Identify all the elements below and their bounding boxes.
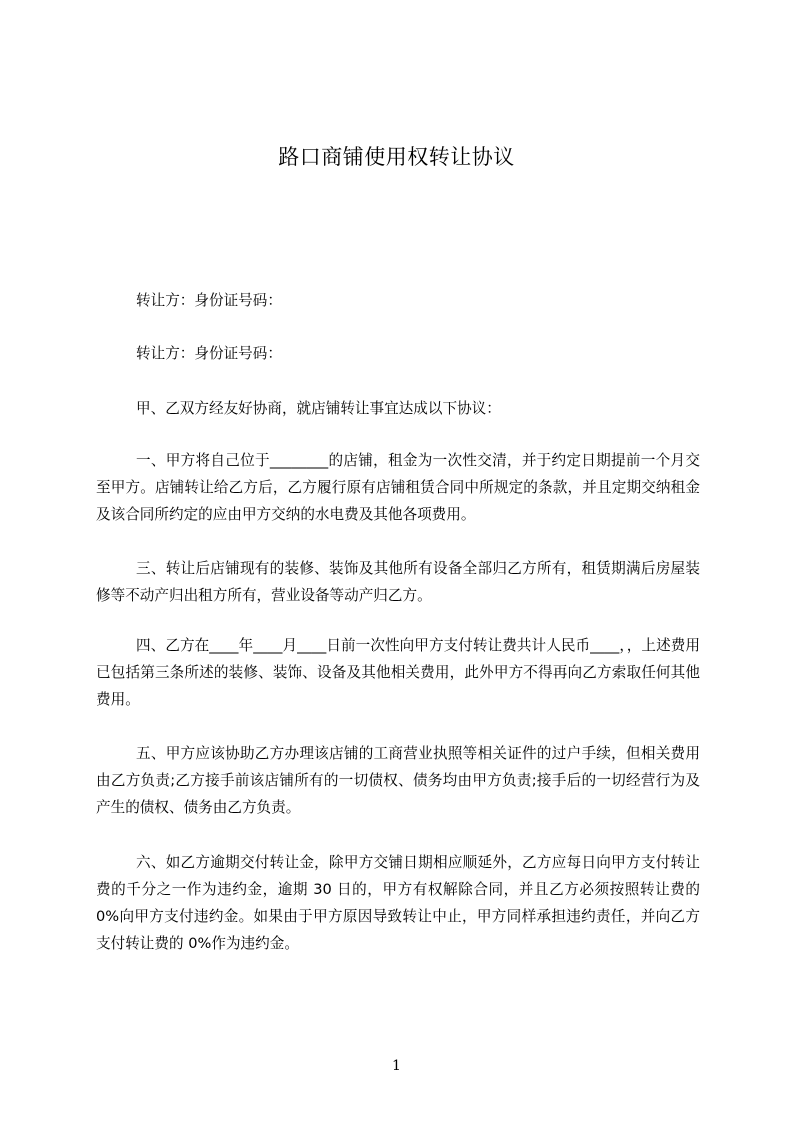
page-number: 1 <box>392 1058 401 1074</box>
paragraph-preamble: 甲、乙双方经友好协商，就店铺转让事宜达成以下协议： <box>136 400 501 417</box>
document-title: 路口商铺使用权转让协议 <box>278 145 515 169</box>
paragraph-clause-3: 三、转让后店铺现有的装修、装饰及其他所有设备全部归乙方所有，租赁期满后房屋装修等不动产归出租方所有，营业设备等动产归乙方。 <box>96 560 700 604</box>
paragraph-clause-5: 五、甲方应该协助乙方办理该店铺的工商营业执照等相关证件的过户手续，但相关费用由乙方负责;乙方接手前该店铺所有的一切债权、债务均由甲方负责;接手后的一切经营行为及产生的债权、债务由乙方负责。 <box>96 745 700 816</box>
paragraph-clause-4: 四、乙方在____年____月____日前一次性向甲方支付转让费共计人民币____，，上述费用已包括第三条所述的装修、装饰、设备及其他相关费用，此外甲方不得再向乙方索取任何其他费用。 <box>96 637 700 708</box>
paragraph-clause-1: 一、甲方将自己位于________的店铺，租金为一次性交清，并于约定日期提前一个月交至甲方。店铺转让给乙方后，乙方履行原有店铺租赁合同中所规定的条款，并且定期交纳租金及该合同所约定的应由甲方交纳的水电费及其他各项费用。 <box>96 452 700 523</box>
paragraph-clause-6: 六、如乙方逾期交付转让金，除甲方交铺日期相应顺延外，乙方应每日向甲方支付转让费的千分之一作为违约金，逾期 30 日的，甲方有权解除合同，并且乙方必须按照转让费的 0%向甲方支付违约金。如果由于甲方原因导致转让中止，甲方同样承担违约责任，并向乙方支付转让费的 0%作为违约金。 <box>96 854 700 952</box>
paragraph-transferor: 转让方：身份证号码： <box>136 292 282 309</box>
paragraph-transferee: 转让方：身份证号码： <box>136 345 282 362</box>
